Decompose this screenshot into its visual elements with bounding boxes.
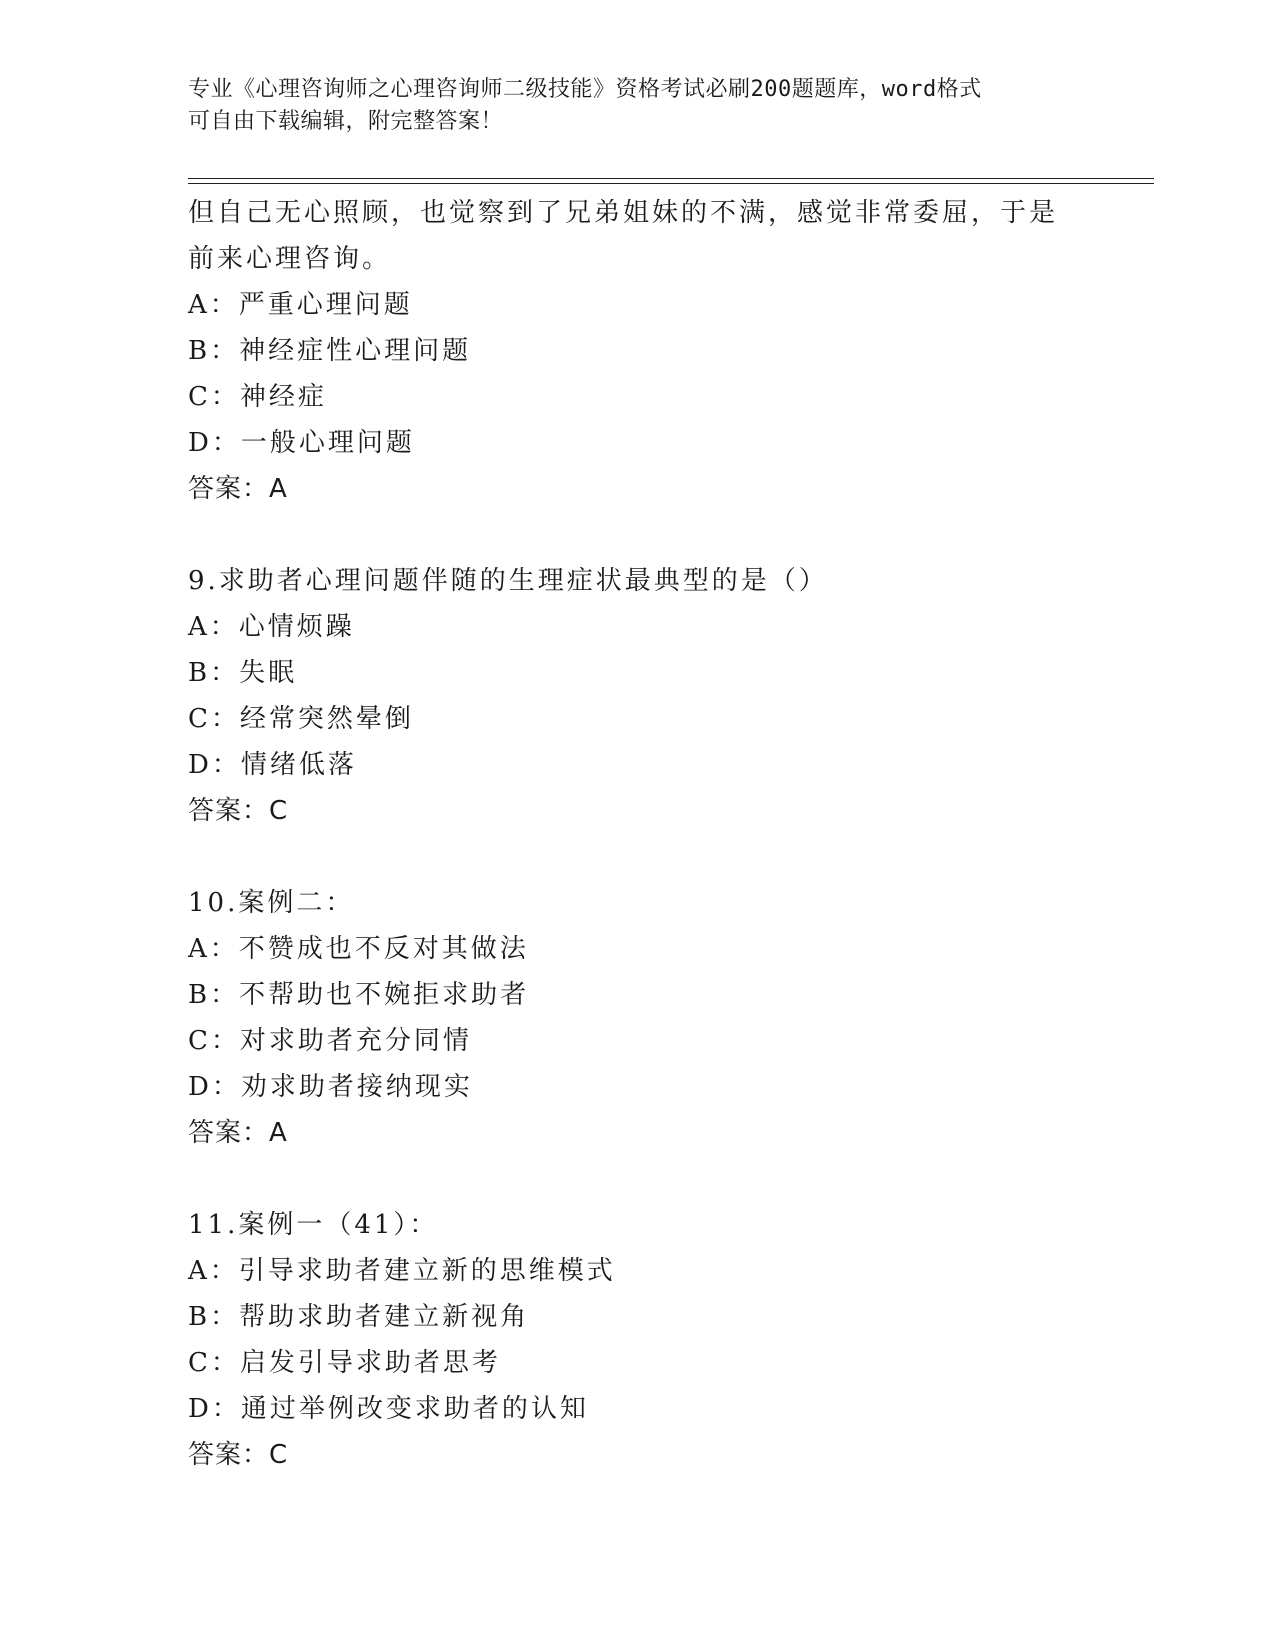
option-a: A：不赞成也不反对其做法 [188,934,529,964]
question-8-continuation [188,190,1088,512]
option-c: C：启发引导求助者思考 [188,1348,501,1378]
header-line-2: 可自由下载编辑，附完整答案！ [188,109,504,134]
answer: 答案：C [188,1440,289,1470]
header-line-1: 专业《心理咨询师之心理咨询师二级技能》资格考试必刷200题题库，word格式 [188,77,982,102]
option-c: C：经常突然晕倒 [188,704,414,734]
question-9 [188,558,1088,834]
header-rule-top [188,178,1154,179]
spacer [188,1156,1088,1202]
spacer [188,512,1088,558]
question-text-line: 但自己无心照顾，也觉察到了兄弟姐妹的不满，感觉非常委屈，于是 [188,198,1059,228]
header-rule-bottom [188,183,1154,184]
question-10 [188,880,1088,1156]
option-c: C：对求助者充分同情 [188,1026,472,1056]
option-d: D：情绪低落 [188,750,357,780]
option-d: D：一般心理问题 [188,428,415,458]
page-header [188,74,1088,138]
question-stem: 11.案例一（41）： [188,1210,439,1240]
answer: 答案：C [188,796,289,826]
answer: 答案：A [188,1118,288,1148]
option-a: A：引导求助者建立新的思维模式 [188,1256,616,1286]
option-d: D：通过举例改变求助者的认知 [188,1394,589,1424]
option-b: B：不帮助也不婉拒求助者 [188,980,530,1010]
answer: 答案：A [188,474,288,504]
question-text-line: 前来心理咨询。 [188,244,392,274]
document-body [188,190,1088,1478]
question-11 [188,1202,1088,1478]
option-b: B：帮助求助者建立新视角 [188,1302,530,1332]
option-c: C：神经症 [188,382,327,412]
spacer [188,834,1088,880]
question-stem: 10.案例二： [188,888,355,918]
option-a: A：严重心理问题 [188,290,413,320]
question-stem: 9.求助者心理问题伴随的生理症状最典型的是（） [188,566,828,596]
option-b: B：失眠 [188,658,298,688]
option-a: A：心情烦躁 [188,612,355,642]
option-d: D：劝求助者接纳现实 [188,1072,473,1102]
option-b: B：神经症性心理问题 [188,336,472,366]
